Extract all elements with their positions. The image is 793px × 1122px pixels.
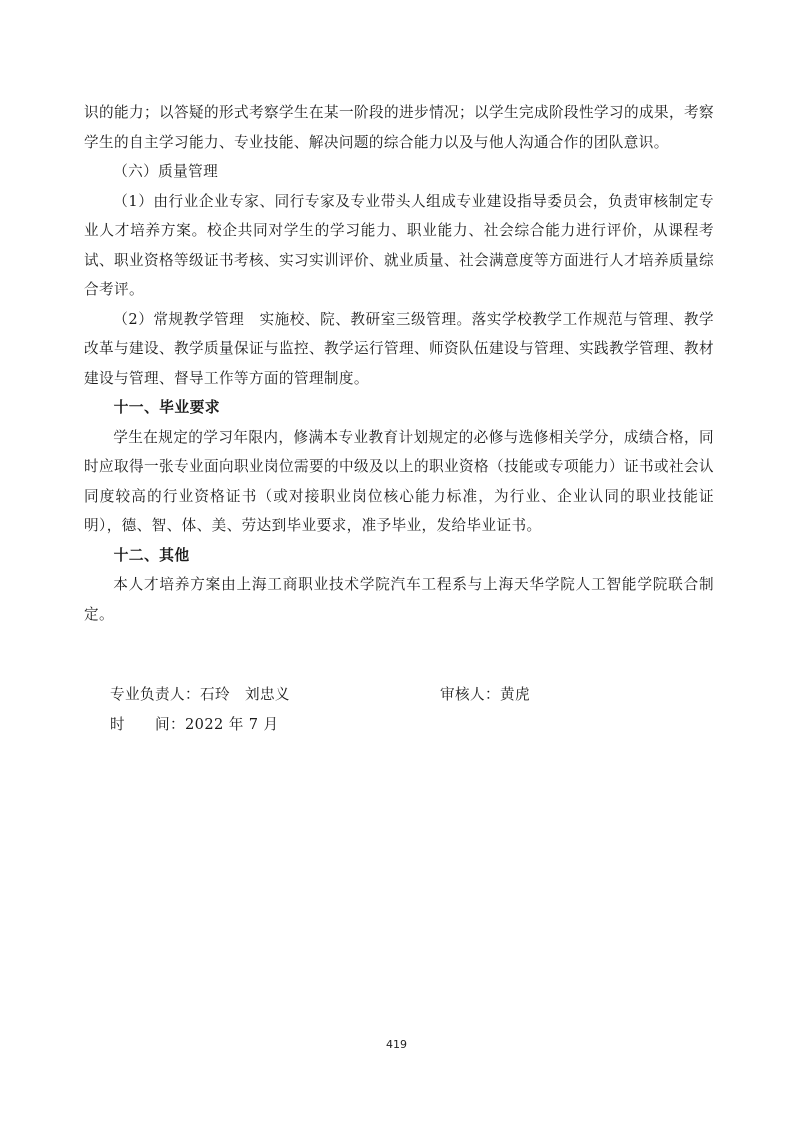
section-6-item-1: （1）由行业企业专家、同行专家及专业带头人组成专业建设指导委员会，负责审核制定专业人才培养方案。校企共同对学生的学习能力、职业能力、社会综合能力进行评价，从课程考试、职业资格等级证书考核、实习实训评价、就业质量、社会满意度等方面进行人才培养质量综合考评。: [84, 192, 714, 298]
section-11-body: 学生在规定的学习年限内，修满本专业教育计划规定的必修与选修相关学分，成绩合格，同时应取得一张专业面向职业岗位需要的中级及以上的职业资格（技能或专项能力）证书或社会认同度较高的行业资格证书（或对接职业岗位核心能力标准，为行业、企业认同的职业技能证明），德、智、体、美、劳达到毕业要求，准予毕业，发给毕业证书。: [84, 428, 714, 534]
signature-row: [110, 680, 710, 710]
section-6-title: （六）质量管理: [113, 163, 219, 180]
intro-paragraph: 识的能力；以答疑的形式考察学生在某一阶段的进步情况；以学生完成阶段性学习的成果，考察学生的自主学习能力、专业技能、解决问题的综合能力以及与他人沟通合作的团队意识。: [84, 104, 714, 151]
document-body: [84, 98, 714, 629]
reviewer: 审核人：黄虎: [440, 686, 530, 703]
section-6-item-2: （2）常规教学管理 实施校、院、教研室三级管理。落实学校教学工作规范与管理、教学改革与建设、教学质量保证与监控、教学运行管理、师资队伍建设与管理、实践教学管理、教材建设与管理、督导工作等方面的管理制度。: [84, 310, 714, 387]
section-12-body: 本人才培养方案由上海工商职业技术学院汽车工程系与上海天华学院人工智能学院联合制定。: [84, 576, 714, 623]
section-12-title: 十二、其他: [113, 546, 190, 564]
page-number: 419: [386, 1038, 407, 1051]
date-line: 时 间：2022 年 7 月: [110, 716, 279, 733]
responsible-person: 专业负责人：石玲 刘忠义: [110, 686, 290, 703]
signature-block: [110, 680, 710, 740]
date-row: [110, 710, 710, 740]
section-11-title: 十一、毕业要求: [113, 399, 220, 416]
